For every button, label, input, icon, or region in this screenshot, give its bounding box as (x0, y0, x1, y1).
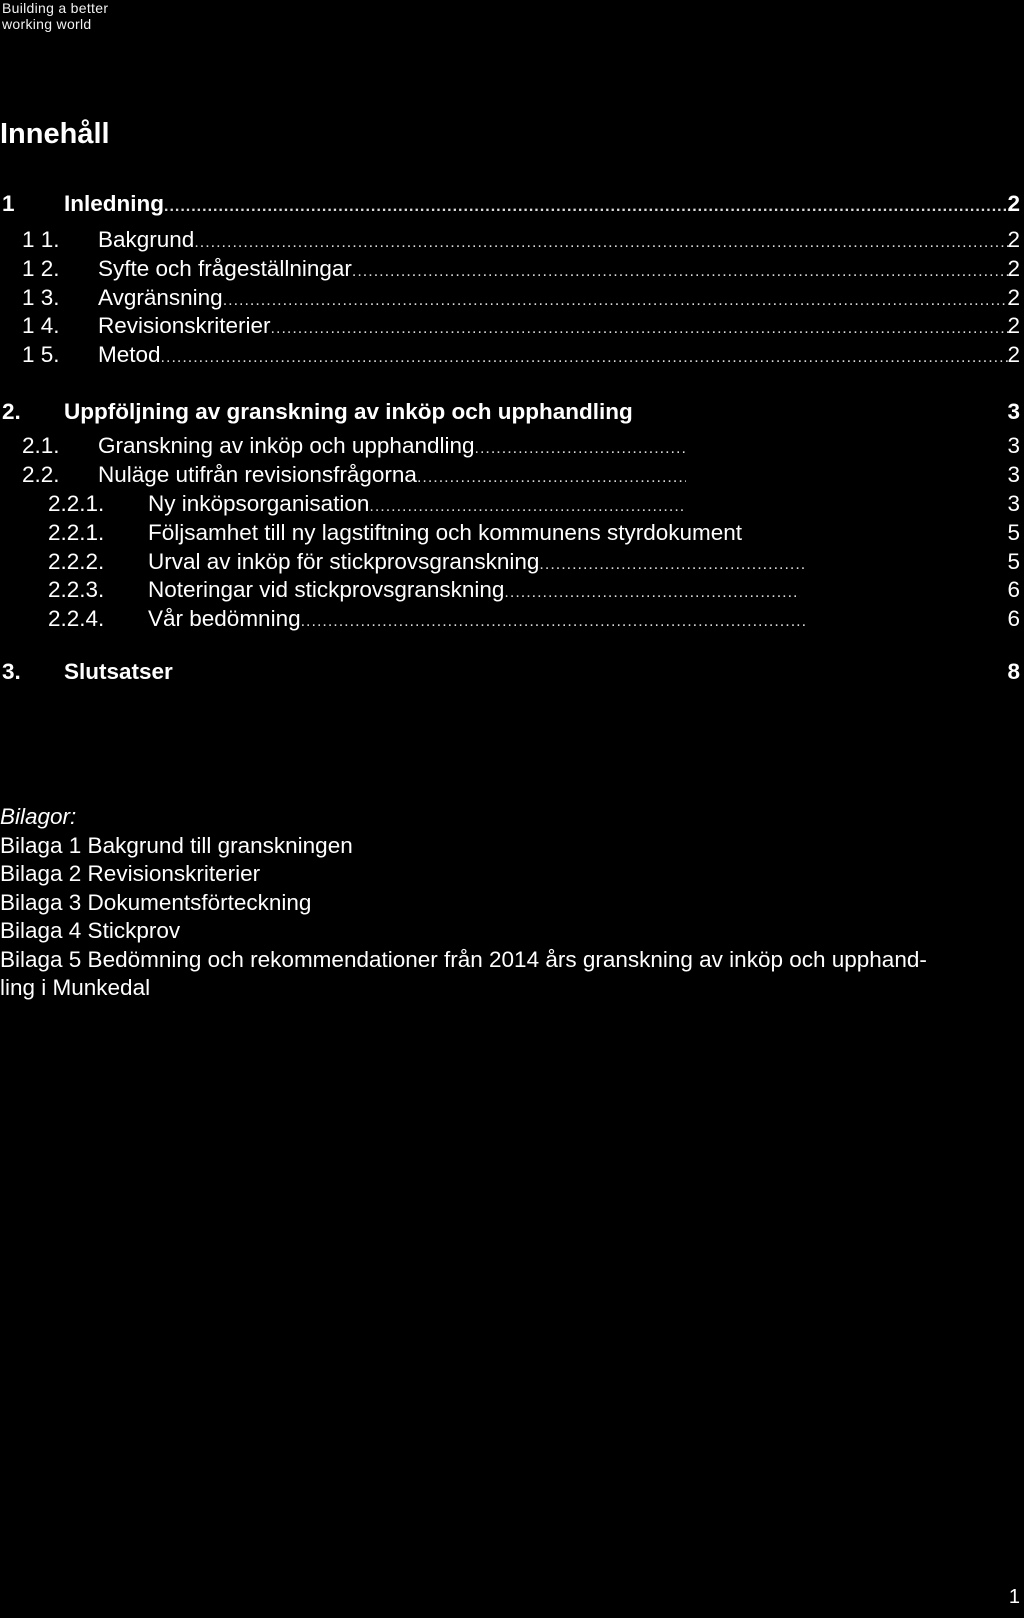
page-title: Innehåll (0, 118, 110, 150)
toc-entry-page: 2 (1007, 285, 1020, 310)
toc-entry-title: Ny inköpsorganisation (148, 491, 370, 516)
toc-entry (0, 254, 1024, 284)
toc-entry-number: 2.2.3. (48, 577, 105, 602)
toc-entry (0, 189, 1024, 219)
toc-entry-number: 1 5. (22, 342, 60, 367)
toc-entry-title: Urval av inköp för stickprovsgranskning (148, 549, 540, 574)
toc-entry-title: Nuläge utifrån revisionsfrågorna (98, 462, 417, 487)
toc-entry (0, 489, 1024, 519)
toc-entry (0, 547, 1024, 577)
toc-entry (0, 657, 1024, 687)
toc-entry (0, 604, 1024, 634)
toc-entry-label (64, 189, 1010, 222)
toc-entry-page: 2 (1007, 256, 1020, 281)
toc-entry-number: 3. (2, 659, 21, 684)
toc-entry-title: Slutsatser (64, 659, 173, 684)
toc-entry-label (98, 340, 1010, 373)
page-number: 1 (1008, 1586, 1020, 1608)
toc-entry (0, 518, 1024, 548)
toc-entry-number: 1 (2, 191, 15, 216)
toc-entry-label (64, 657, 700, 687)
toc-entry-number: 1 1. (22, 227, 60, 252)
appendix-item: Bilaga 1 Bakgrund till granskningen (0, 832, 353, 858)
toc-entry-title: Uppföljning av granskning av inköp och upphandling (64, 399, 633, 424)
toc-dot-leader (301, 607, 806, 637)
appendix-item: Bilaga 3 Dokumentsförteckning (0, 889, 312, 915)
toc-entry-title: Vår bedömning (148, 606, 301, 631)
toc-entry-number: 2.2.4. (48, 606, 105, 631)
toc-entry-number: 1 2. (22, 256, 60, 281)
toc-entry-title: Noteringar vid stickprovsgranskning (148, 577, 505, 602)
toc-entry-number: 2.2.1. (48, 491, 105, 516)
toc-entry (0, 225, 1024, 255)
appendix-item: Bilaga 4 Stickprov (0, 918, 181, 943)
toc-entry-page: 3 (1007, 462, 1020, 487)
appendix-list (0, 803, 1024, 1003)
toc-entry-number: 2.2.2. (48, 549, 105, 574)
appendix-item: ling i Munkedal (0, 975, 151, 1000)
toc-entry-page: 2 (1007, 313, 1020, 338)
brand-line-1: Building a better (2, 0, 109, 16)
toc-entry-title: Bakgrund (98, 227, 195, 252)
toc-entry (0, 397, 1024, 427)
toc-entry-number: 2. (2, 399, 21, 424)
toc-entry-number: 2.1. (22, 433, 60, 458)
toc-entry-title: Syfte och frågeställningar (98, 256, 352, 281)
toc-entry (0, 575, 1024, 605)
toc-entry-label (64, 397, 700, 427)
toc-entry-title: Inledning (64, 191, 164, 216)
toc-entry-title: Metod (98, 342, 161, 367)
toc-entry-page: 3 (1007, 433, 1020, 458)
appendix-item: Bilaga 2 Revisionskriterier (0, 861, 261, 886)
brand-tagline (2, 0, 108, 32)
appendix-item: Bilaga 5 Bedömning och rekommendationer från 2014 års granskning av inköp och upphand- (0, 946, 927, 972)
toc-entry-number: 2.2. (22, 462, 60, 487)
toc-entry-title: Revisionskriterier (98, 313, 271, 338)
toc-entry-page: 2 (1007, 191, 1020, 216)
toc-entry-page: 5 (1007, 520, 1020, 545)
toc-entry-title: Avgränsning (98, 285, 223, 310)
toc-dot-leader (161, 343, 1010, 373)
toc-entry (0, 460, 1024, 490)
toc-entry-page: 3 (1007, 491, 1020, 516)
toc-entry-label (148, 604, 806, 637)
toc-entry-number: 1 4. (22, 313, 60, 338)
toc-entry-page: 5 (1007, 549, 1020, 574)
toc-entry-page: 6 (1007, 577, 1020, 602)
toc-entry-page: 8 (1007, 659, 1020, 684)
toc-entry-title: Granskning av inköp och upphandling (98, 433, 475, 458)
toc-entry-page: 6 (1007, 606, 1020, 631)
brand-line-2: working world (2, 16, 92, 32)
toc-entry (0, 340, 1024, 370)
appendix-heading: Bilagor: (0, 804, 77, 829)
toc-entry (0, 311, 1024, 341)
toc-entry-number: 1 3. (22, 285, 60, 310)
toc-entry (0, 283, 1024, 313)
toc-entry-label (148, 518, 810, 548)
toc-entry-title: Följsamhet till ny lagstiftning och kommunens styrdokument (148, 520, 743, 545)
toc-entry (0, 431, 1024, 461)
toc-entry-page: 2 (1007, 227, 1020, 252)
toc-entry-page: 2 (1007, 342, 1020, 367)
toc-entry-number: 2.2.1. (48, 520, 105, 545)
toc-entry-page: 3 (1007, 399, 1020, 424)
toc-dot-leader (164, 192, 1010, 222)
